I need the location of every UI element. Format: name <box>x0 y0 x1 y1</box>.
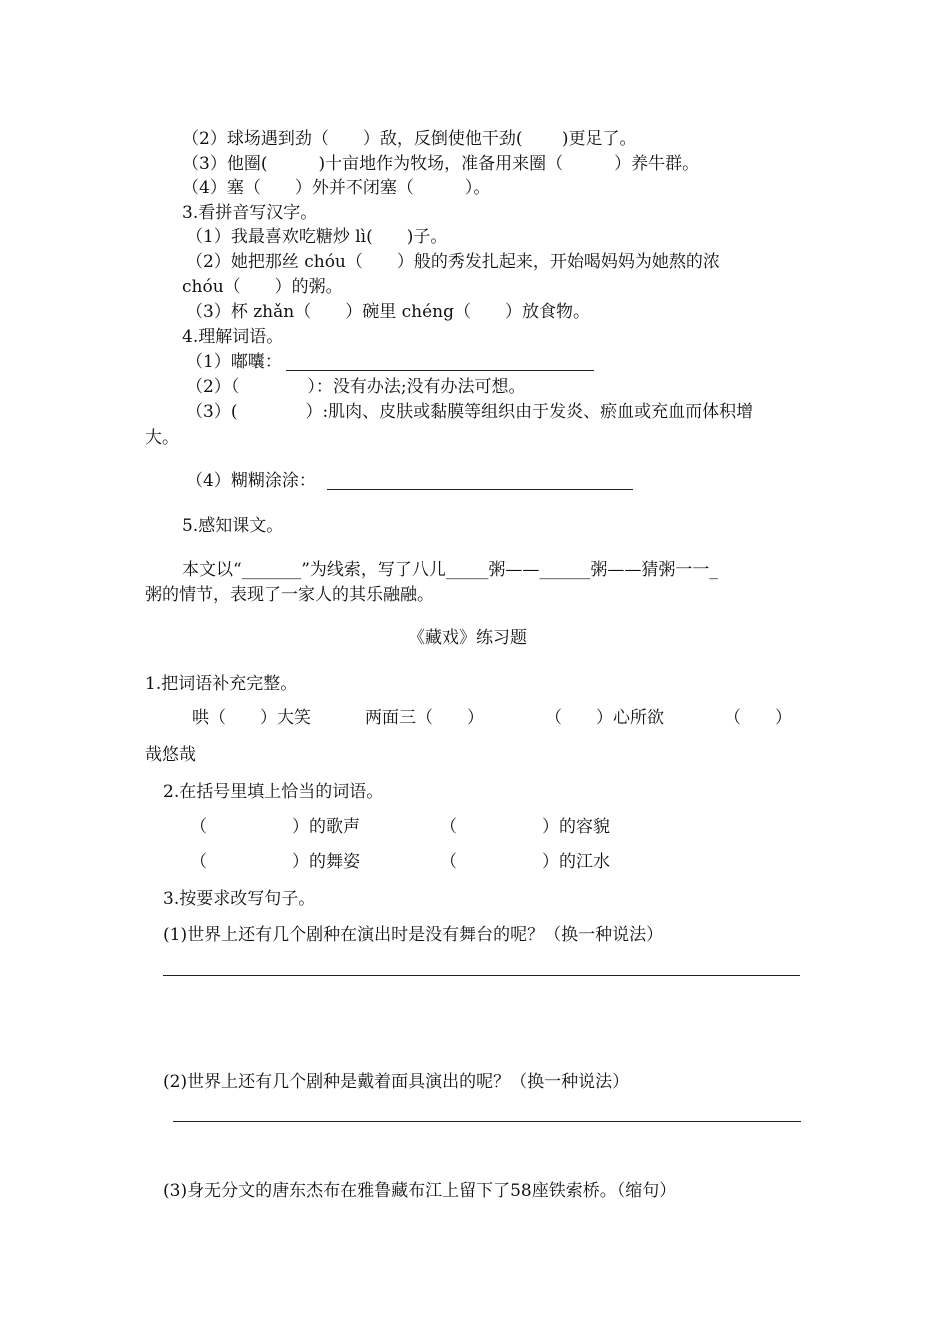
q4-item1: （1）嘟囔： <box>186 352 282 372</box>
q4-heading: 4.理解词语。 <box>182 327 284 347</box>
s2-q2-blank1: （ ）的歌声 <box>190 817 360 837</box>
q3-item1: （1）我最喜欢吃糖炒 lì( )子。 <box>186 227 448 247</box>
s2-q1-word3: （ ）心所欲 <box>545 708 664 728</box>
q2-item2: （2）球场遇到劲（ ）敌，反倒使他干劲( )更足了。 <box>182 129 637 149</box>
q5-heading: 5.感知课文。 <box>182 516 284 536</box>
s2-q1-word2: 两面三（ ） <box>365 708 484 728</box>
s2-q2-blank4: （ ）的江水 <box>440 852 610 872</box>
s2-q3-item2-answer-line[interactable] <box>173 1121 801 1122</box>
q3-heading: 3.看拼音写汉字。 <box>182 203 318 223</box>
q4-item4: （4）糊糊涂涂： <box>186 471 316 491</box>
s2-q3-heading: 3.按要求改写句子。 <box>163 889 316 909</box>
q5-text-line2: 粥的情节，表现了一家人的其乐融融。 <box>145 585 434 605</box>
q3-item2-line2: chóu（ ）的粥。 <box>182 277 343 297</box>
s2-q1-heading: 1.把词语补充完整。 <box>145 674 298 694</box>
q2-item4: （4）塞（ ）外并不闭塞（ ）。 <box>182 178 491 198</box>
section-title: 《藏戏》练习题 <box>408 628 527 648</box>
s2-q3-item1: (1)世界上还有几个剧种在演出时是没有舞台的呢？（换一种说法） <box>163 925 664 945</box>
q4-item3-line1: （3）( ）:肌肉、皮肤或黏膜等组织由于发炎、瘀血或充血而体积增 <box>186 402 754 422</box>
s2-q1-word4-rest: 哉悠哉 <box>145 745 196 765</box>
s2-q3-item2: (2)世界上还有几个剧种是戴着面具演出的呢？（换一种说法） <box>163 1072 630 1092</box>
s2-q2-heading: 2.在括号里填上恰当的词语。 <box>163 782 384 802</box>
q4-item2: （2）（ ）：没有办法;没有办法可想。 <box>186 377 526 397</box>
q5-text-line1: 本文以“_______”为线索，写了八儿_____粥——______粥——猜粥一一_ <box>182 560 718 580</box>
q3-item3: （3）杯 zhǎn（ ）碗里 chéng（ ）放食物。 <box>186 302 590 322</box>
q3-item2-line1: （2）她把那丝 chóu（ ）般的秀发扎起来，开始喝妈妈为她熬的浓 <box>186 252 720 272</box>
s2-q2-blank3: （ ）的舞姿 <box>190 852 360 872</box>
q4-item3-line2: 大。 <box>145 428 179 448</box>
s2-q3-item3: (3)身无分文的唐东杰布在雅鲁藏布江上留下了58座铁索桥。（缩句） <box>163 1181 677 1201</box>
s2-q1-word1: 哄（ ）大笑 <box>192 708 311 728</box>
q2-item3: （3）他圈( )十亩地作为牧场，准备用来圈（ ）养牛群。 <box>182 154 700 174</box>
s2-q2-blank2: （ ）的容貌 <box>440 817 610 837</box>
q4-item1-answer-line[interactable] <box>286 370 594 371</box>
s2-q1-word4-blank: （ ） <box>724 708 792 728</box>
s2-q3-item1-answer-line[interactable] <box>163 975 800 976</box>
q4-item4-answer-line[interactable] <box>327 489 633 490</box>
